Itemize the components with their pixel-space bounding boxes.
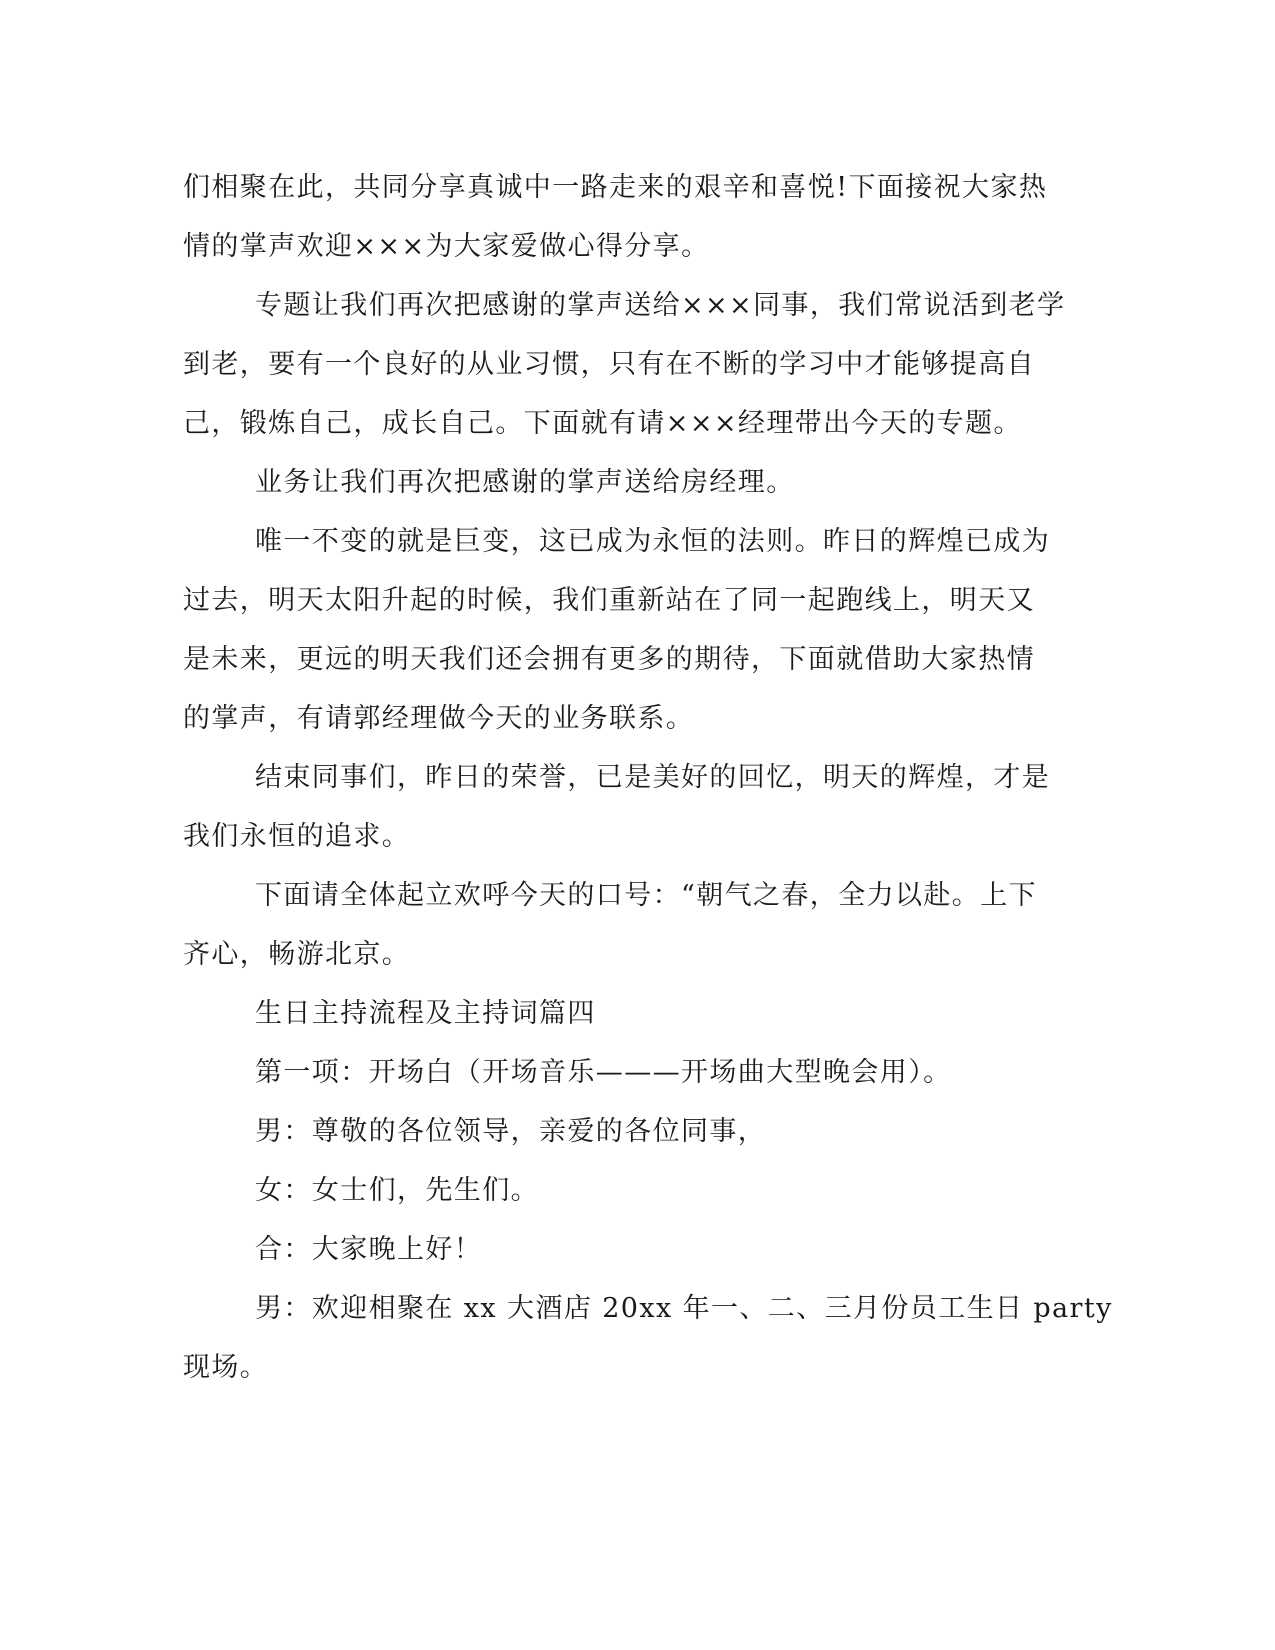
document-body xyxy=(183,158,1113,1397)
section-heading xyxy=(183,984,1043,1043)
paragraph xyxy=(183,866,1043,984)
text-line: 我们永恒的追求。 xyxy=(183,821,411,852)
paragraph xyxy=(183,512,1051,748)
text-line: 专题让我们再次把感谢的掌声送给×××同事，我们常说活到老学 xyxy=(255,290,1066,321)
text-line: 第一项：开场白（开场音乐———开场曲大型晚会用）。 xyxy=(255,1057,952,1088)
paragraph xyxy=(183,1279,1113,1397)
text-line: 到老，要有一个良好的从业习惯，只有在不断的学习中才能够提高自 xyxy=(183,349,1035,380)
text-line: 结束同事们，昨日的荣誉，已是美好的回忆，明天的辉煌，才是 xyxy=(255,762,1051,793)
paragraph xyxy=(183,276,1066,453)
paragraph xyxy=(183,748,1051,866)
text-line: 女：女士们，先生们。 xyxy=(255,1175,539,1206)
text-line: 男：尊敬的各位领导，亲爱的各位同事， xyxy=(255,1116,767,1147)
text-line: 生日主持流程及主持词篇四 xyxy=(255,998,596,1029)
paragraph xyxy=(183,1043,1043,1102)
text-line: 下面请全体起立欢呼今天的口号：“朝气之春，全力以赴。上下 xyxy=(255,880,1038,911)
text-line: 齐心，畅游北京。 xyxy=(183,939,411,970)
text-line: 合：大家晚上好！ xyxy=(255,1234,483,1265)
text-line: 是未来，更远的明天我们还会拥有更多的期待，下面就借助大家热情 xyxy=(183,644,1035,675)
text-line: 男：欢迎相聚在 xx 大酒店 20xx 年一、二、三月份员工生日 party xyxy=(255,1293,1113,1324)
paragraph xyxy=(183,453,1043,512)
paragraph xyxy=(183,1161,1043,1220)
text-line: 现场。 xyxy=(183,1352,269,1383)
paragraph xyxy=(183,158,1048,276)
text-line: 业务让我们再次把感谢的掌声送给房经理。 xyxy=(255,467,795,498)
paragraph xyxy=(183,1220,1043,1279)
text-line: 情的掌声欢迎×××为大家爱做心得分享。 xyxy=(183,231,710,262)
text-line: 们相聚在此，共同分享真诚中一路走来的艰辛和喜悦!下面接祝大家热 xyxy=(183,172,1048,203)
paragraph xyxy=(183,1102,1043,1161)
text-line: 己，锻炼自己，成长自己。下面就有请×××经理带出今天的专题。 xyxy=(183,408,1022,439)
text-line: 的掌声，有请郭经理做今天的业务联系。 xyxy=(183,703,695,734)
text-line: 唯一不变的就是巨变，这已成为永恒的法则。昨日的辉煌已成为 xyxy=(255,526,1051,557)
text-line: 过去，明天太阳升起的时候，我们重新站在了同一起跑线上，明天又 xyxy=(183,585,1035,616)
